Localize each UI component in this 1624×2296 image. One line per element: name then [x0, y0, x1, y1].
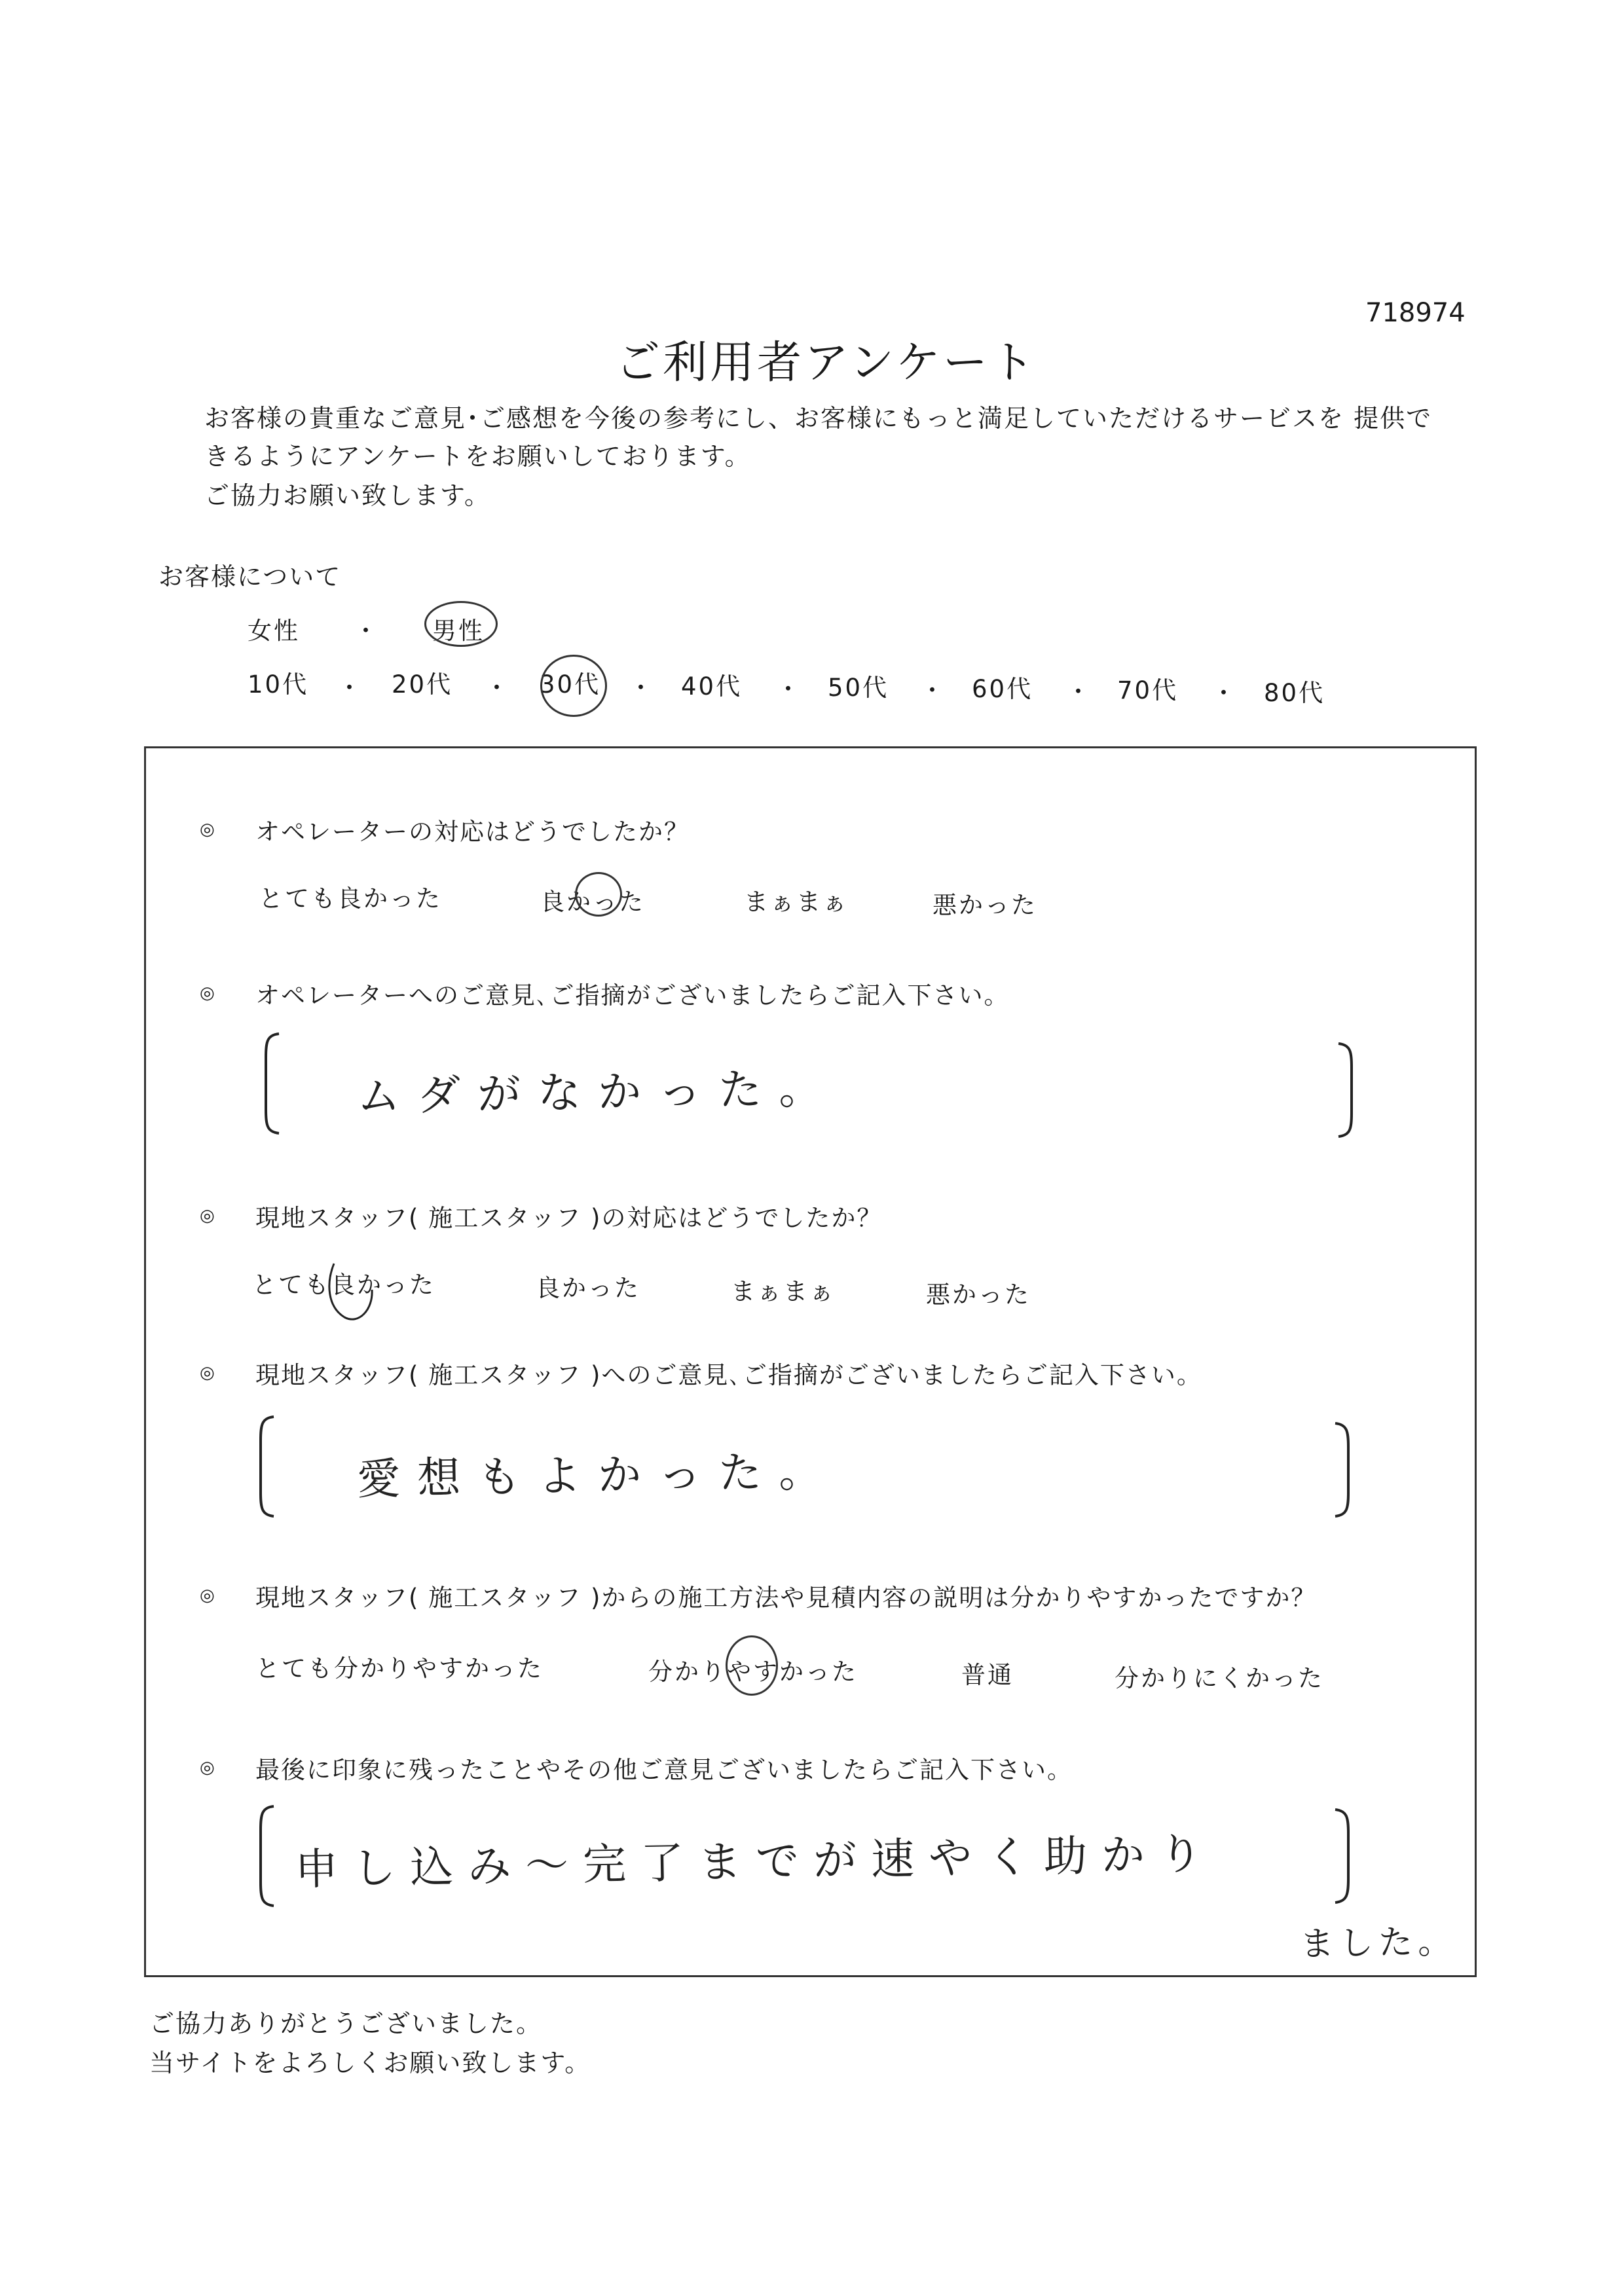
q5-option-clear[interactable]: 分かりやすかった [648, 1658, 858, 1686]
selection-circle [575, 872, 622, 917]
separator: ・ [354, 617, 380, 645]
selection-circle [726, 1635, 778, 1696]
question-6: 最後に印象に残ったことやその他ご意見ございましたらご記入下さい。 [255, 1756, 1073, 1784]
separator: ・ [337, 674, 363, 702]
age-option-80s[interactable]: 80代 [1264, 679, 1325, 707]
closing-line-1: ご協力ありがとうございました。 [149, 2009, 543, 2038]
intro-line-2: きるようにアンケートをお願いしております。 [204, 442, 751, 471]
intro-line-3: ご協力お願い致します。 [204, 481, 490, 510]
closing-line-2: 当サイトをよろしくお願い致します。 [149, 2049, 591, 2077]
bullet-icon: ◎ [200, 1363, 215, 1383]
question-5: 現地スタッフ( 施工スタッフ )からの施工方法や見積内容の説明は分かりやすかったですか？ [255, 1584, 1317, 1612]
close-bracket-icon [1333, 1807, 1352, 1905]
selection-circle [540, 655, 607, 717]
q1-option-bad[interactable]: 悪かった [932, 891, 1037, 919]
q3-option-very-good[interactable]: とても良かった [252, 1271, 435, 1299]
intro-line-1: お客様の貴重なご意見･ご感想を今後の参考にし、お客様にもっと満足していただけるサービスを 提供で [204, 404, 1433, 433]
selection-circle [321, 1244, 380, 1329]
bullet-icon: ◎ [200, 1758, 215, 1777]
age-option-50s[interactable]: 50代 [828, 674, 889, 702]
q3-option-average[interactable]: まぁまぁ [731, 1277, 836, 1305]
separator: ・ [776, 675, 802, 703]
age-option-40s[interactable]: 40代 [681, 672, 743, 701]
question-3: 現地スタッフ( 施工スタッフ )の対応はどうでしたか？ [255, 1204, 883, 1232]
question-1: オペレーターの対応はどうでしたか？ [255, 818, 690, 846]
age-option-10s[interactable]: 10代 [248, 670, 309, 699]
bullet-icon: ◎ [200, 1586, 215, 1605]
document-id: 718974 [1365, 298, 1466, 328]
bullet-icon: ◎ [200, 983, 215, 1003]
q6-answer-continued: ました。 [1299, 1922, 1458, 1965]
customer-heading: お客様について [158, 562, 342, 591]
bullet-icon: ◎ [200, 1206, 215, 1226]
gender-option-female[interactable]: 女性 [248, 617, 300, 645]
separator: ・ [1211, 679, 1238, 707]
bullet-icon: ◎ [200, 820, 215, 839]
age-option-20s[interactable]: 20代 [392, 670, 453, 699]
q4-answer-handwritten: 愛想もよかった。 [356, 1446, 840, 1505]
close-bracket-icon [1333, 1421, 1352, 1519]
close-bracket-icon [1336, 1041, 1356, 1139]
q6-answer-handwritten: 申し込み～完了までが速やく助かり [294, 1828, 1217, 1895]
question-4: 現地スタッフ( 施工スタッフ )へのご意見､ご指摘がございましたらご記入下さい。 [255, 1361, 1202, 1389]
q3-option-bad[interactable]: 悪かった [926, 1281, 1031, 1309]
separator: ・ [920, 676, 946, 704]
gender-option-male[interactable]: 男性 [432, 617, 485, 645]
separator: ・ [629, 674, 655, 702]
selection-circle [424, 601, 498, 647]
question-2: オペレーターへのご意見､ご指摘がございましたらご記入下さい。 [255, 981, 1010, 1010]
open-bracket-icon [262, 1031, 282, 1136]
age-option-60s[interactable]: 60代 [972, 675, 1033, 703]
q3-option-good[interactable]: 良かった [536, 1274, 640, 1302]
q5-option-very-clear[interactable]: とても分かりやすかった [255, 1654, 544, 1683]
open-bracket-icon [257, 1804, 276, 1908]
q2-answer-handwritten: ムダがなかった。 [356, 1063, 840, 1122]
age-option-30s[interactable]: 30代 [540, 670, 601, 699]
q5-option-unclear[interactable]: 分かりにくかった [1115, 1664, 1324, 1692]
separator: ・ [485, 674, 511, 702]
q5-option-normal[interactable]: 普通 [961, 1661, 1014, 1689]
page-title: ご利用者アンケート [616, 337, 1037, 389]
open-bracket-icon [257, 1414, 276, 1519]
q1-option-good[interactable]: 良かった [540, 888, 645, 916]
q1-option-very-good[interactable]: とても良かった [259, 884, 442, 913]
age-option-70s[interactable]: 70代 [1117, 676, 1179, 704]
separator: ・ [1066, 678, 1092, 706]
q1-option-average[interactable]: まぁまぁ [744, 888, 849, 916]
